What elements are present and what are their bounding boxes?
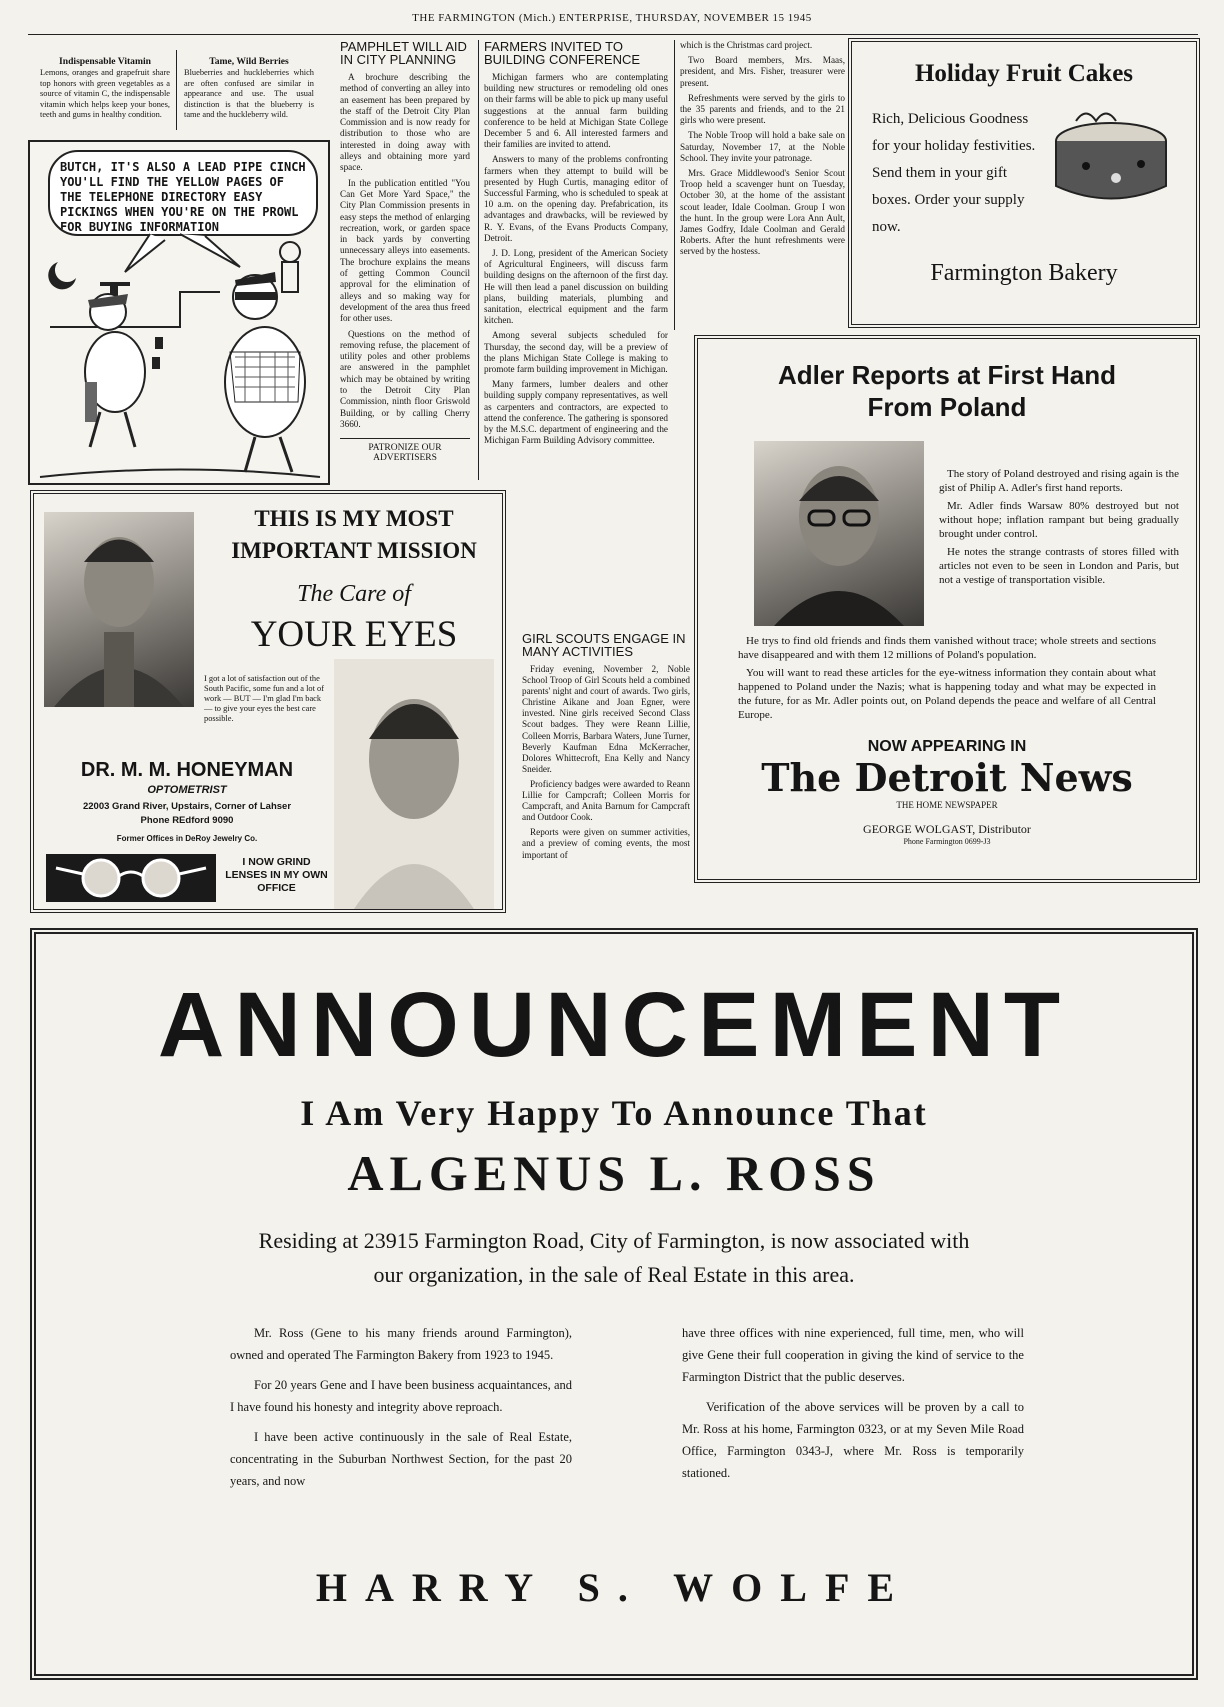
adler-paragraph: The story of Poland destroyed and rising again is the gist of Philip A. Adler's first hand reports. bbox=[939, 468, 1179, 494]
pamphlet-article bbox=[340, 40, 470, 480]
eyes-ad-line2: IMPORTANT MISSION bbox=[231, 538, 477, 563]
farmers-article bbox=[484, 40, 668, 630]
optometrist-phone: Phone REdford 9090 bbox=[140, 815, 234, 826]
optometrist-ad bbox=[30, 490, 506, 913]
pamphlet-paragraph: A brochure describing the method of converting an alley into an easement has been prepared by the staff of the Detroit City Plan Commission and is now ready for distribution to those who are interested in doing away with alleys and obtaining more yard space. bbox=[340, 72, 470, 173]
adler-portrait-icon bbox=[754, 441, 924, 626]
masthead-rule bbox=[28, 34, 1198, 35]
column-rule bbox=[478, 40, 479, 480]
bakery-ad bbox=[848, 38, 1200, 328]
bakery-ad-name: Farmington Bakery bbox=[930, 260, 1118, 286]
cartoon-panel bbox=[28, 140, 330, 485]
optometrist-former-office: Former Offices in DeRoy Jewelry Co. bbox=[116, 834, 258, 843]
young-man-portrait-icon bbox=[334, 659, 494, 909]
eyes-ad-line4: YOUR EYES bbox=[250, 614, 458, 655]
announcement-ad bbox=[30, 928, 1198, 1680]
masthead: THE FARMINGTON (Mich.) ENTERPRISE, THURSDAY, NOVEMBER 15 1945 bbox=[412, 12, 812, 24]
bakery-ad-text: Rich, Delicious Goodness for your holiday festivities. Send them in your gift boxes. Order your supply now. bbox=[872, 111, 1036, 235]
announcement-subtitle: I Am Very Happy To Announce That bbox=[300, 1093, 928, 1133]
pamphlet-paragraph: Questions on the method of removing refuse, the placement of utility poles and other problems are answered in the pamphlet which may be obtained by writing to the Detroit City Plan Commission, ninth floor Griswold Building, or by calling Cherry 3660. bbox=[340, 328, 470, 429]
pamphlet-paragraph: In the publication entitled "You Can Get More Yard Space," the City Plan Commission presents in easy steps the method of enlarging recreation, work, or garden space in back yards by converting unnecessary alleys into easements. The brochure explains the means of getting Common Council approval for the elimination of alleys and so making way for development of the area thus freed for other uses. bbox=[340, 177, 470, 324]
announcement-organization: our organization, in the sale of Real Estate in this area. bbox=[373, 1262, 855, 1287]
grind-lenses-text: I NOW GRIND LENSES IN MY OWN OFFICE bbox=[225, 856, 328, 894]
announcement-title: ANNOUNCEMENT bbox=[157, 974, 1071, 1076]
fruit-cake-icon bbox=[1046, 106, 1176, 216]
girl-scouts-paragraph: Friday evening, November 2, Noble School Troop of Girl Scouts held a combined parents' night and court of awards. Two girls, Christine Aikane and Joan Egner, were invested. Nine girls received Second Class Scout badges. They were Reann Lillie, Colleen Morris, Barbara Waters, June Turner, Beverly Kaufman Edna McKerracher, Dolores Whittecroft, Ena Kelly and Nancy Sneider. bbox=[522, 664, 690, 774]
farmers-paragraph: Many farmers, lumber dealers and other building supply company representatives, as well as carpenters and contractors, are expected to attend the conference. The gathering is sponsored by the M.S.C. department of engineering and the Michigan Farm Building Advisory committee. bbox=[484, 379, 668, 446]
detroit-news-tagline: THE HOME NEWSPAPER bbox=[896, 800, 998, 810]
adler-paragraph: You will want to read these articles for the eye-witness information they contain about what happened to Poland under the Nazis; what is happening today and what may be expected in the future, for as Mr. Adler points out, on Poland depends the peace and welfare of all Central Europe. bbox=[738, 667, 1156, 721]
distributor-phone: Phone Farmington 0699-J3 bbox=[903, 837, 991, 846]
farmers-paragraph: Michigan farmers who are contemplating building new structures or remodeling old ones on their farms will be able to pick up many useful suggestions at the annual farm building conference to be held at Michigan State College December 5 and 6. All interested farmers and their families are invited to attend. bbox=[484, 72, 668, 150]
announcement-paragraph: Mr. Ross (Gene to his many friends around Farmington), owned and operated The Farmington Bakery from 1923 to 1945. bbox=[230, 1326, 572, 1362]
optometrist-title: OPTOMETRIST bbox=[147, 784, 227, 796]
adler-ad-subtitle: From Poland bbox=[867, 392, 1027, 422]
cartoon-drawing-icon bbox=[30, 232, 328, 482]
filler-vitamin bbox=[40, 56, 170, 126]
scouts-paragraph: Refreshments were served by the girls to the 35 parents and friends, and to the 21 girls who were present. bbox=[680, 92, 845, 126]
announcement-paragraph: Verification of the above services will be proven by a call to Mr. Ross at his home, Farmington 0323, or at my Seven Mile Road Office, Farmington 0343-J, where Mr. Ross is temporarily stationed. bbox=[682, 1400, 1024, 1480]
announcement-paragraph: have three offices with nine experienced, full time, men, who will give Gene their full cooperation in giving the kind of service to the Farmington District that the public deserves. bbox=[682, 1326, 1024, 1384]
scouts-paragraph: which is the Christmas card project. bbox=[680, 40, 813, 50]
scouts-paragraph: Two Board members, Mrs. Maas, president, and Mrs. Fisher, treasurer were present. bbox=[680, 55, 845, 88]
adler-paragraph: He trys to find old friends and finds them vanished without trace; whole streets and sections have disappeared and with them 12 millions of Poland's population. bbox=[738, 635, 1156, 661]
farmers-paragraph: J. D. Long, president of the American Society of Agricultural Engineers, will discuss farm building designs on the afternoon of the first day. He will then lead a panel discussion on building plans, building materials, plumbing and sanitation, electrical equipment and the farm kitchen. bbox=[484, 248, 668, 326]
girl-scouts-headline: GIRL SCOUTS ENGAGE IN MANY ACTIVITIES bbox=[522, 632, 686, 659]
scouts-paragraph: The Noble Troop will hold a bake sale on Saturday, November 17, at the Noble School. They invite your patronage. bbox=[680, 130, 845, 163]
scouts-paragraph: Mrs. Grace Middlewood's Senior Scout Troop held a scavenger hunt on Tuesday, October 30, at the home of the assistant scout leader, Idale Coolman. Group I won the hunt. In the group were Lora Ann Ault, James Godfry, Idale Coolman and Gerald Roberts. After the hunt refreshments were served by the hostess. bbox=[680, 168, 845, 257]
bakery-ad-title: Holiday Fruit Cakes bbox=[914, 60, 1134, 87]
eyes-ad-quote: I got a lot of satisfaction out of the South Pacific, some fun and a lot of work — BUT — I'm glad I'm back — to give your eyes the best care possible. bbox=[204, 674, 325, 723]
optometrist-name: DR. M. M. HONEYMAN bbox=[80, 759, 294, 781]
filler-vitamin-title: Indispensable Vitamin bbox=[59, 56, 151, 67]
eyeglasses-icon bbox=[46, 854, 216, 902]
announcement-residing: Residing at 23915 Farmington Road, City of Farmington, is now associated with bbox=[258, 1228, 970, 1253]
now-appearing-text: NOW APPEARING IN bbox=[867, 738, 1027, 755]
cartoon-speech-bubble bbox=[48, 150, 318, 236]
adler-ad-title: Adler Reports at First Hand bbox=[777, 360, 1117, 390]
announcement-paragraph: I have been active continuously in the sale of Real Estate, concentrating in the Suburban Northwest Section, for the past 20 years, and now bbox=[230, 1430, 572, 1488]
honeyman-portrait-icon bbox=[44, 512, 194, 707]
filler-berries bbox=[184, 56, 314, 126]
adler-paragraph: He notes the strange contrasts of stores filled with articles not even to be seen in London and Paris, but not a vestige of transportation visible. bbox=[939, 546, 1179, 586]
announcement-person-name: ALGENUS L. ROSS bbox=[347, 1145, 881, 1201]
patronize-footer: PATRONIZE OUR ADVERTISERS bbox=[340, 438, 470, 463]
filler-berries-text: Blueberries and huckleberries which are often confused are similar in appearance and use. The usual distinction is that the blueberry is tame and the huckleberry wild. bbox=[184, 68, 314, 120]
eyes-ad-line1: THIS IS MY MOST bbox=[254, 506, 454, 531]
farmers-headline: FARMERS INVITED TO BUILDING CONFERENCE bbox=[484, 40, 641, 67]
filler-berries-title: Tame, Wild Berries bbox=[209, 56, 289, 67]
pamphlet-headline: PAMPHLET WILL AID IN CITY PLANNING bbox=[340, 40, 467, 67]
girl-scouts-paragraph: Reports were given on summer activities, and a preview of coming events, the most important of bbox=[522, 827, 690, 860]
optometrist-address: 22003 Grand River, Upstairs, Corner of Lahser bbox=[82, 801, 292, 812]
adler-paragraph: Mr. Adler finds Warsaw 80% destroyed but not without hope; inflation rampant but being gradually brought under control. bbox=[939, 500, 1179, 540]
girl-scouts-paragraph: Proficiency badges were awarded to Reann Lillie for Campcraft; Colleen Morris for Campcraft, and Anita Barnum for Campcraft and Outdoor Cook. bbox=[522, 778, 690, 823]
detroit-news-ad bbox=[694, 335, 1200, 883]
announcement-signature: HARRY S. WOLFE bbox=[315, 1565, 913, 1610]
filler-divider bbox=[176, 50, 177, 130]
farmers-paragraph: Among several subjects scheduled for Thursday, the second day, will be a preview of the plans Michigan State College is making to promote farm building improvement in Michigan. bbox=[484, 330, 668, 375]
distributor-name: GEORGE WOLGAST, Distributor bbox=[863, 822, 1031, 836]
announcement-paragraph: For 20 years Gene and I have been business acquaintances, and I have found his honesty and integrity above reproach. bbox=[230, 1378, 572, 1414]
scouts-continuation bbox=[680, 40, 845, 330]
column-rule bbox=[674, 40, 675, 330]
eyes-ad-line3: The Care of bbox=[297, 581, 411, 607]
filler-vitamin-text: Lemons, oranges and grapefruit share top honors with green vegetables as a source of vitamin C, the indispensable vitamin which helps keep your bones, teeth and gums in healthy condition. bbox=[40, 68, 170, 120]
farmers-paragraph: Answers to many of the problems confronting farmers when they attempt to build will be presented by Hugh Curtis, managing editor of Successful Farming, who is scheduled to speak at 10 a.m. on the opening day. Prefabrication, its advantages and drawbacks, will be reviewed by R. Y. Evans, of the Evans Products Company, Detroit. bbox=[484, 154, 668, 243]
detroit-news-logo: The Detroit News bbox=[761, 755, 1133, 800]
girl-scouts-article bbox=[522, 632, 690, 910]
cartoon-bubble-text: BUTCH, IT'S ALSO A LEAD PIPE CINCH YOU'LL FIND THE YELLOW PAGES OF THE TELEPHONE DIRECTORY EASY PICKINGS WHEN YOU'RE ON THE PROWL FOR BUYING INFORMATION bbox=[60, 160, 306, 234]
